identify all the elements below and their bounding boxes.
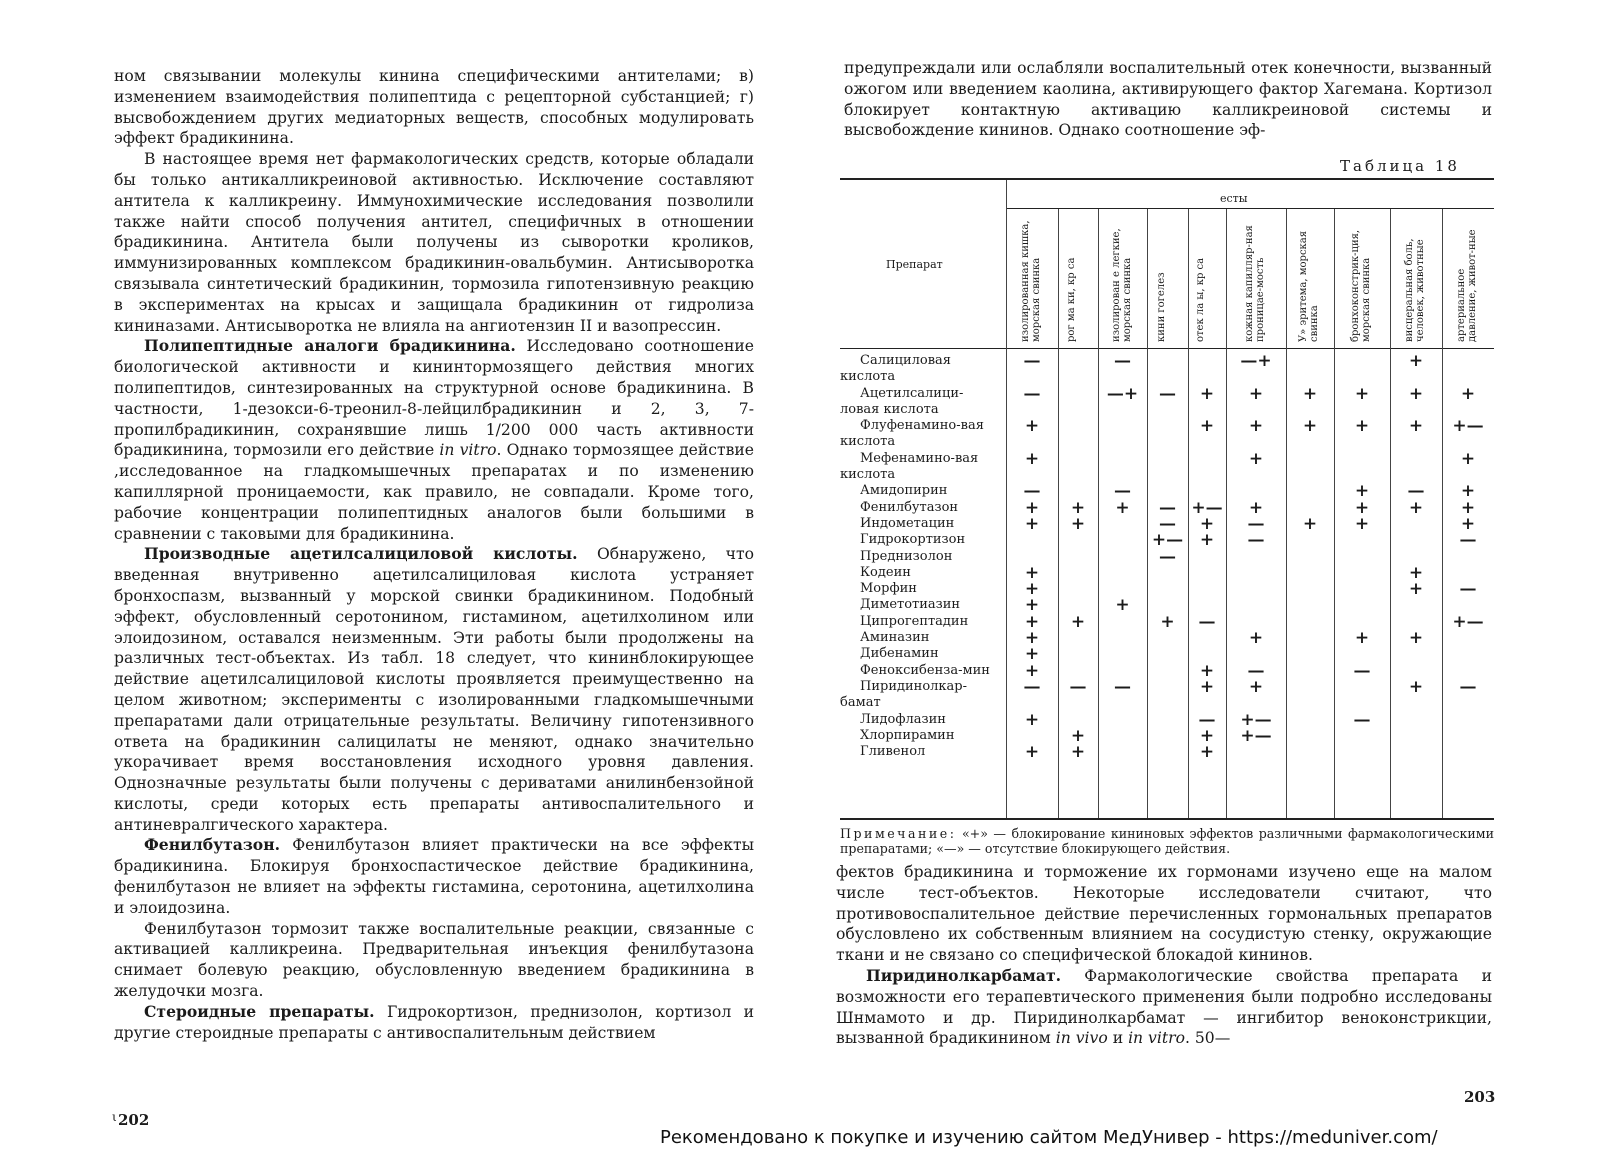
table-row — [840, 383, 1494, 419]
drug-name: Гливенол — [860, 744, 926, 760]
table-cell: — — [1353, 660, 1371, 681]
drug-name: Ацетилсалици-ловая кислота — [840, 385, 964, 417]
drug-name: Преднизолон — [860, 548, 953, 564]
table-row — [840, 725, 1494, 746]
table-cell: —+ — [1240, 351, 1272, 371]
column-header: У» эритема, морская свинка — [1298, 230, 1320, 342]
table-cell: + — [1460, 383, 1476, 404]
table-cell: + — [1024, 709, 1040, 730]
table-cell: +— — [1240, 709, 1272, 730]
table-cell: + — [1302, 513, 1318, 534]
table-cell: + — [1024, 644, 1040, 665]
table-cell: + — [1115, 497, 1130, 518]
table-cell: — — [1023, 481, 1041, 502]
table-cell: + — [1070, 513, 1086, 534]
drug-table — [840, 178, 1494, 820]
table-cell: + — [1354, 513, 1370, 534]
paragraph: Производные ацетилсалициловой кислоты. Обнаружено, что введенная внутривенно ацетилсалициловая кислота устраняет бронхоспазм, вызванный у морской свинки брадикинином. Подобный эффект, обусловленный серотонином, гистамином, ацетилхолином или элоидозином, оставался неизменным. Эти работы были продолжены на различных тест-объектах. Из табл. 18 следует, что кининблокирующее действие ацетилсалициловой кислоты проявляется преимущественно на целом животном; эксперименты с изолированными гладкомышечными препаратами дали отрицательные результаты. Величину гипотензивного ответа на брадикинин салицилаты не меняют, однако значительно укорачивает время восстановления исходного уровня давления. Однозначные результаты были получены с дериватами анилинбензойной кислоты, среди которых есть препараты антивоспалительного и антиневралгического характера. — [114, 544, 754, 834]
table-cell: + — [1248, 416, 1264, 437]
table-row — [840, 353, 1494, 386]
table-cell: + — [1302, 383, 1318, 404]
table-row — [840, 709, 1494, 730]
table-row — [840, 448, 1494, 484]
drug-name: Фенилбутазон — [860, 499, 959, 515]
right-page — [800, 0, 1600, 1150]
table-cell: + — [1354, 481, 1370, 502]
drug-name: Флуфенамино-вая кислота — [840, 418, 984, 450]
table-cell: + — [1248, 448, 1264, 469]
table-cell: + — [1199, 530, 1215, 551]
drug-name: Морфин — [860, 581, 917, 597]
table-cell: + — [1024, 660, 1040, 681]
table-cell: —+ — [1106, 383, 1139, 404]
table-cell: — — [1159, 546, 1176, 567]
table-cell: — — [1198, 709, 1216, 730]
column-divider — [1098, 209, 1099, 818]
column-header-drug: Препарат — [886, 258, 943, 271]
paragraph: Пиридинолкарбамат. Фармакологические свойства препарата и возможности его терапевтического применения были подробно исследованы Шнмамото и др. Пиридинолкарбамат — ингибитор веноконстрикции, вызванной брадикинином in vivo и in vitro. 50— — [836, 965, 1492, 1048]
section-heading: Пиридинолкарбамат. — [866, 965, 1062, 985]
left-page — [0, 0, 800, 1150]
right-page-bottom-text — [836, 862, 1492, 1049]
table-cell: + — [1354, 497, 1370, 518]
table-cell: + — [1199, 725, 1215, 746]
table-cell: + — [1408, 497, 1424, 518]
table-cell: — — [1198, 611, 1216, 632]
table-cell: + — [1024, 562, 1040, 583]
table-cell: + — [1408, 351, 1424, 371]
column-header: отек ла ы, кр са — [1195, 257, 1206, 342]
table-row — [840, 676, 1494, 712]
left-page-text — [114, 66, 754, 1043]
paragraph: фектов брадикинина и торможение их гормонами изучено еще на малом числе тест-объектов. Некоторые исследователи считают, что противовоспалительное действие перечисленных гормональных препаратов обусловлено их собственным влиянием на сосудистую стенку, окружающие ткани и не связано со специфической блокадой кининов. — [836, 863, 1492, 965]
table-cell: + — [1024, 742, 1040, 763]
table-cell: + — [1460, 481, 1476, 502]
table-cell: + — [1024, 416, 1040, 437]
column-divider — [1226, 209, 1227, 818]
section-heading: Фенилбутазон. — [144, 835, 281, 855]
table-cell: — — [1023, 676, 1041, 697]
paragraph: Фенилбутазон. Фенилбутазон влияет практически на все эффекты брадикинина. Блокируя бронхоспастическое действие брадикинина, фенилбутазон не влияет на эффекты гистамина, серотонина, ацетилхолина и элоидозина. — [114, 835, 754, 917]
table-cell: + — [1248, 676, 1264, 697]
column-header: рог ма ки, кр са — [1066, 257, 1077, 342]
table-cell: — — [1407, 481, 1425, 502]
table-cell: + — [1302, 416, 1318, 437]
column-divider — [1390, 209, 1391, 818]
table-row — [840, 628, 1494, 649]
table-cell: + — [1248, 497, 1264, 518]
margin-mark: ι — [112, 1110, 117, 1124]
table-cell: + — [1408, 628, 1424, 649]
table-cell: + — [1070, 611, 1086, 632]
table-cell: + — [1199, 416, 1215, 437]
table-row — [840, 546, 1494, 567]
table-cell: + — [1408, 676, 1424, 697]
table-cell: — — [1159, 513, 1176, 534]
drug-name: Мефенамино-вая кислота — [840, 450, 979, 483]
table-cell: + — [1248, 628, 1264, 649]
drug-name: Лидофлазин — [860, 711, 946, 727]
column-header: кини гогелез — [1155, 272, 1167, 342]
paragraph: В настоящее время нет фармакологических средств, которые обладали бы только антикалликреиновой активностью. Исключение составляют антитела к калликреину. Иммунохимические исследования позволили также найти способ получения антител, специфичных в отношении брадикинина. Антитела были получены из сыворотки кроликов, иммунизированных комплексом брадикинин-овальбумин. Антисыворотка связывала синтетический брадикинин, тормозила гипотензивную реакцию в экспериментах на крысах и защищала брадикинин от гидролиза кининазами. Антисыворотка не влияла на ангиотензин II и вазопрессин. — [114, 150, 754, 335]
table-cell: + — [1408, 579, 1424, 600]
table-cell: + — [1160, 611, 1175, 632]
table-cell: + — [1408, 383, 1424, 404]
table-cell: + — [1199, 742, 1215, 763]
drug-name: Феноксибенза-мин — [860, 662, 990, 678]
table-row — [840, 611, 1494, 632]
table-cell: — — [1247, 660, 1265, 681]
drug-name: Салициловая кислота — [840, 353, 951, 385]
table-row — [840, 644, 1494, 665]
table-row — [840, 742, 1494, 763]
table-cell: + — [1024, 579, 1040, 600]
table-cell: +— — [1191, 497, 1223, 518]
table-cell: + — [1354, 628, 1370, 649]
table-cell: + — [1408, 562, 1424, 583]
table-cell: + — [1024, 513, 1040, 534]
table-cell: + — [1248, 383, 1264, 404]
drug-name: Пиридинолкар-бамат — [840, 678, 967, 711]
table-bottom-rule — [840, 818, 1494, 820]
page-number: 202 — [118, 1111, 150, 1129]
drug-name: Диметотиазин — [860, 597, 961, 613]
table-cell: + — [1070, 742, 1086, 763]
group-header: есты — [1220, 192, 1248, 205]
table-cell: + — [1460, 448, 1476, 469]
table-note: Примечание: «+» — блокирование кининовых эффектов различными фармакологическими препаратами; «—» — отсутствие блокирующего действия. — [840, 826, 1494, 856]
group-rule — [1006, 208, 1494, 209]
section-heading: Стероидные препараты. — [144, 1001, 375, 1021]
table-cell: + — [1024, 497, 1040, 518]
header-rule — [840, 348, 1494, 349]
table-cell: — — [1114, 481, 1131, 502]
drug-name: Ципрогептадин — [860, 613, 969, 629]
right-page-top-text: предупреждали или ослабляли воспалительный отек конечности, вызванный ожогом или введением каолина, активирующего фактор Хагемана. Кортизол блокирует контактную активацию калликреиновой системы и высвобождение кининов. Однако соотношение эф- — [844, 59, 1492, 140]
table-cell: +— — [1240, 725, 1272, 746]
table-cell: + — [1024, 448, 1040, 469]
table-cell: — — [1114, 676, 1131, 697]
table-cell: — — [1247, 513, 1265, 534]
table-cell: + — [1199, 660, 1215, 681]
column-header: висцеральная боль, человек, животные — [1404, 238, 1426, 342]
table-cell: — — [1159, 383, 1176, 404]
page-number: 203 — [1464, 1088, 1496, 1106]
table-row — [840, 579, 1494, 600]
table-top-rule — [840, 178, 1494, 180]
table-cell: + — [1460, 513, 1476, 534]
drug-name: Амидопирин — [860, 483, 948, 499]
table-cell: + — [1199, 513, 1215, 534]
table-row — [840, 660, 1494, 681]
table-cell: +— — [1452, 611, 1484, 632]
table-cell: + — [1070, 497, 1086, 518]
section-heading: Производные ацетилсалициловой кислоты. — [144, 544, 578, 564]
table-cell: — — [1459, 579, 1477, 600]
table-cell: — — [1459, 530, 1477, 551]
column-header: изолированная кишка, морская свинка — [1020, 220, 1042, 342]
column-divider — [1147, 209, 1148, 818]
table-cell: +— — [1151, 530, 1184, 551]
table-cell: + — [1199, 676, 1215, 697]
column-header: изолирован е легкие, морская свинка — [1110, 228, 1132, 342]
table-cell: — — [1023, 383, 1041, 404]
paragraph: Фенилбутазон тормозит также воспалительные реакции, связанные с активацией калликреина. Предварительная инъекция фенилбутазона снимает болевую реакцию, обусловленную введением брадикинина в желудочки мозга. — [114, 919, 754, 1001]
column-divider — [1058, 209, 1059, 818]
table-cell: +— — [1452, 416, 1484, 437]
paragraph: Полипептидные аналоги брадикинина. Исследовано соотношение биологической активности и кининтормозящего действия многих полипептидов, синтезированных на структурной основе брадикинина. В частности, 1-дезокси-6-треонил-8-лейцилбрадикинин и 2, 3, 7-пропилбрадикинин, сохранявшие лишь 1/200 000 часть активности брадикинина, тормозили его действие in vitro. Однако тормозящее действие ,исследованное на гладкомышечных препаратах и по изменению капиллярной проницаемости, как правило, не совпадали. Кроме того, рабочие концентрации полипептидных аналогов были большими в сравнении с таковыми для брадикинина. — [114, 336, 754, 543]
table-cell: + — [1115, 595, 1130, 616]
paragraph: ном связывании молекулы кинина специфическими антителами; в) изменением взаимодействия полипептида с рецепторной субстанцией; г) высвобождением других медиаторных веществ, способных модулировать эффект брадикинина. — [114, 67, 754, 148]
table-cell: — — [1114, 351, 1131, 371]
footer-recommendation: Рекомендовано к покупке и изучению сайтом МедУнивер - https://meduniver.com/ — [660, 1127, 1438, 1148]
table-cell: + — [1354, 383, 1370, 404]
drug-name: Аминазин — [860, 630, 930, 646]
table-cell: + — [1354, 416, 1370, 437]
table-cell: + — [1408, 416, 1424, 437]
paragraph: Стероидные препараты. Гидрокортизон, преднизолон, кортизол и другие стероидные препараты с антивоспалительным действием — [114, 1001, 754, 1042]
table-caption: Таблица 18 — [1340, 157, 1460, 175]
table-row — [840, 418, 1494, 451]
column-divider — [1286, 209, 1287, 818]
table-cell: — — [1459, 676, 1477, 697]
table-cell: + — [1460, 497, 1476, 518]
column-header: артериальное давление, живот-ные — [1456, 229, 1478, 342]
drug-name: Индометацин — [860, 515, 955, 531]
column-header: бронхоконстрик-ция, морская свинка — [1350, 229, 1372, 342]
drug-name: Хлорпирамин — [860, 727, 955, 743]
table-cell: + — [1199, 383, 1215, 404]
table-cell: — — [1159, 497, 1176, 518]
section-heading: Полипептидные аналоги брадикинина. — [144, 336, 516, 356]
column-divider — [1006, 180, 1007, 818]
table-cell: — — [1353, 709, 1371, 730]
table-body — [840, 351, 1494, 763]
drug-name: Кодеин — [860, 564, 911, 580]
table-cell: — — [1247, 530, 1265, 551]
table-row — [840, 562, 1494, 583]
table-cell: + — [1024, 595, 1040, 616]
table-cell: — — [1023, 351, 1041, 371]
table-cell: + — [1024, 628, 1040, 649]
drug-name: Гидрокортизон — [860, 532, 966, 548]
column-header: кожная капилляр-ная проницае-мость — [1244, 225, 1266, 342]
drug-name: Дибенамин — [860, 646, 939, 662]
table-cell: + — [1024, 611, 1040, 632]
column-divider — [1334, 209, 1335, 818]
table-cell: — — [1069, 676, 1087, 697]
column-divider — [1188, 209, 1189, 818]
table-cell: + — [1070, 725, 1086, 746]
column-divider — [1442, 209, 1443, 818]
